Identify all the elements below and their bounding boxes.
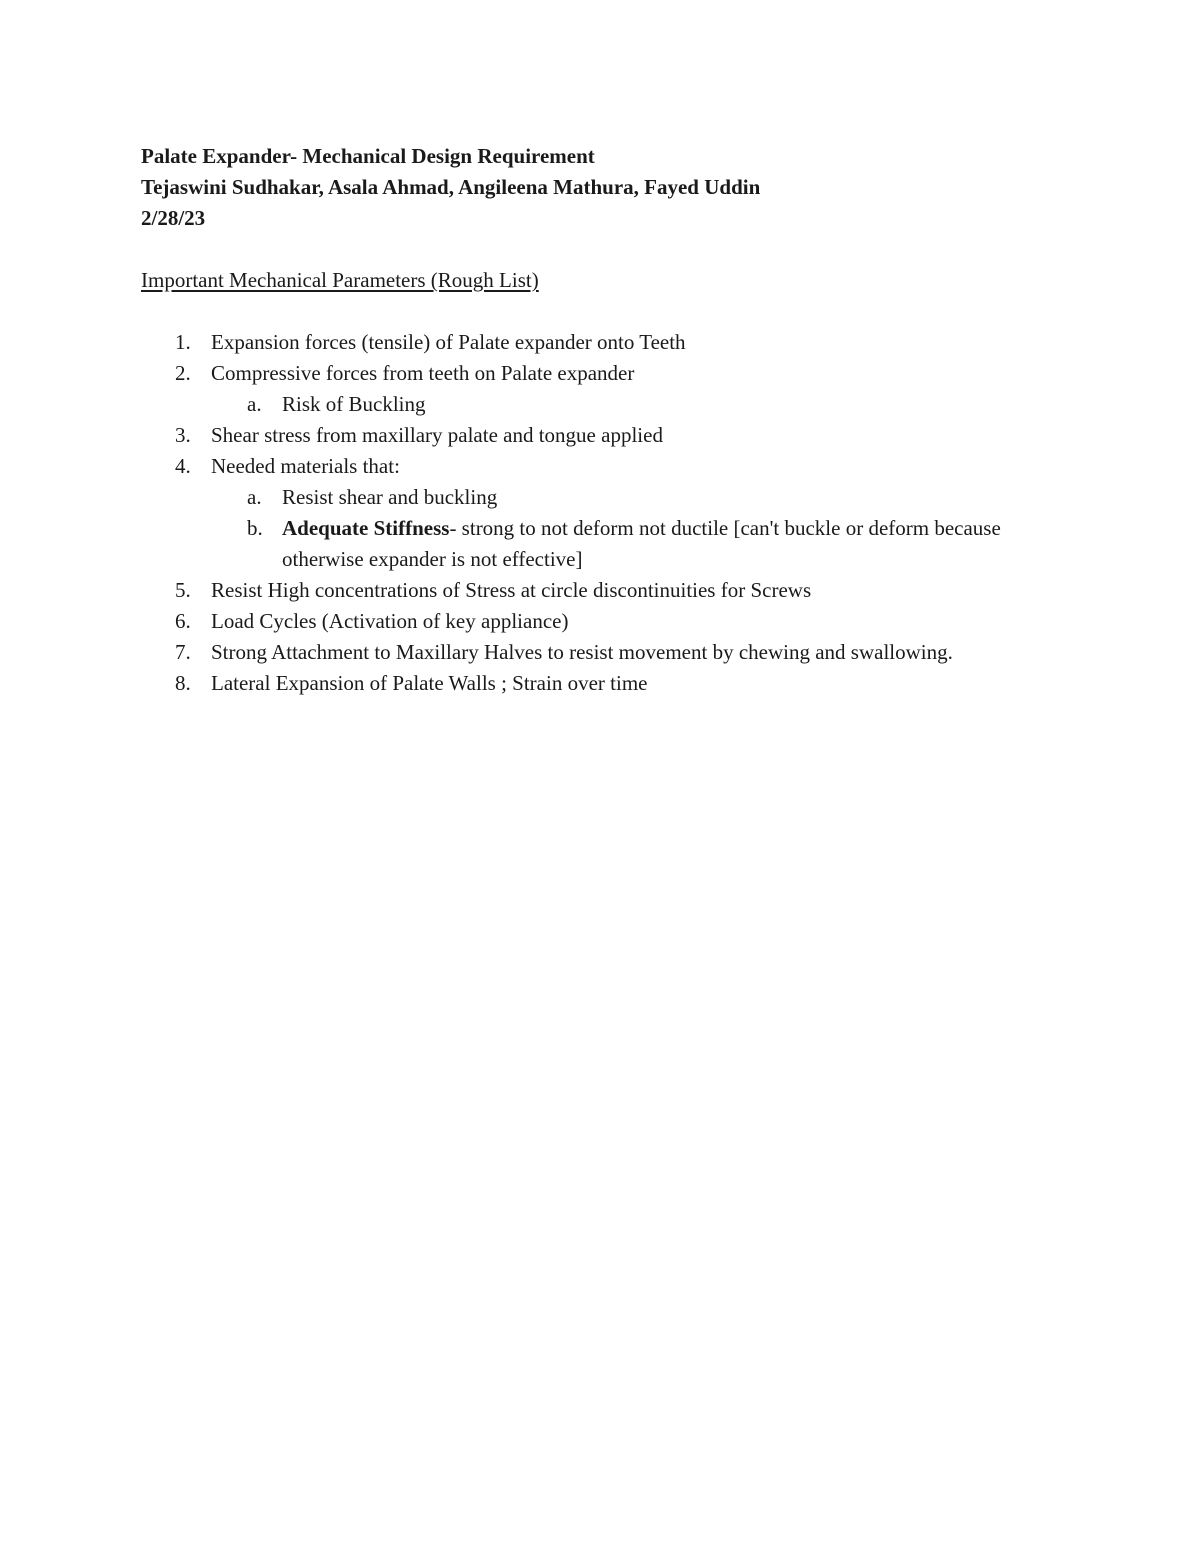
list-item-6 <box>141 606 1081 637</box>
list-subitem-4a <box>141 482 1081 513</box>
list-item-3 <box>141 420 1081 451</box>
section-heading: Important Mechanical Parameters (Rough List) <box>141 268 539 292</box>
list-number: 1. <box>175 330 191 354</box>
list-text-bold: Adequate Stiffness <box>282 516 450 540</box>
parameter-list <box>141 327 1081 699</box>
document-body <box>141 141 1081 699</box>
list-number: 2. <box>175 361 191 385</box>
document-title: Palate Expander- Mechanical Design Requirement <box>141 144 595 168</box>
list-text: - strong to not deform not ductile [can't buckle or deform because otherwise expander is not effective] <box>282 516 1001 571</box>
list-letter: a. <box>247 392 262 416</box>
list-item-4 <box>141 451 1081 482</box>
list-text: Compressive forces from teeth on Palate expander <box>211 361 635 385</box>
list-text: Resist shear and buckling <box>282 485 498 509</box>
list-text: Needed materials that: <box>211 454 400 478</box>
list-item-5 <box>141 575 1081 606</box>
list-subitem-2a <box>141 389 1081 420</box>
list-subitem-4b <box>141 513 1081 575</box>
list-item-7 <box>141 637 1081 668</box>
list-number: 3. <box>175 423 191 447</box>
list-item-8 <box>141 668 1081 699</box>
list-letter: a. <box>247 485 262 509</box>
list-text: Shear stress from maxillary palate and tongue applied <box>211 423 663 447</box>
document-authors: Tejaswini Sudhakar, Asala Ahmad, Angileena Mathura, Fayed Uddin <box>141 175 761 199</box>
document-date: 2/28/23 <box>141 206 206 230</box>
list-text: Resist High concentrations of Stress at circle discontinuities for Screws <box>211 578 812 602</box>
list-number: 6. <box>175 609 191 633</box>
list-item-2 <box>141 358 1081 389</box>
list-number: 4. <box>175 454 191 478</box>
list-number: 8. <box>175 671 191 695</box>
list-text: Expansion forces (tensile) of Palate expander onto Teeth <box>211 330 686 354</box>
list-letter: b. <box>247 516 263 540</box>
list-number: 5. <box>175 578 191 602</box>
list-text-wrapper <box>282 513 1081 575</box>
list-number: 7. <box>175 640 191 664</box>
list-text: Lateral Expansion of Palate Walls ; Strain over time <box>211 671 648 695</box>
list-text: Risk of Buckling <box>282 392 426 416</box>
list-item-1 <box>141 327 1081 358</box>
list-text: Load Cycles (Activation of key appliance) <box>211 609 569 633</box>
list-text: Strong Attachment to Maxillary Halves to resist movement by chewing and swallowing. <box>211 640 953 664</box>
